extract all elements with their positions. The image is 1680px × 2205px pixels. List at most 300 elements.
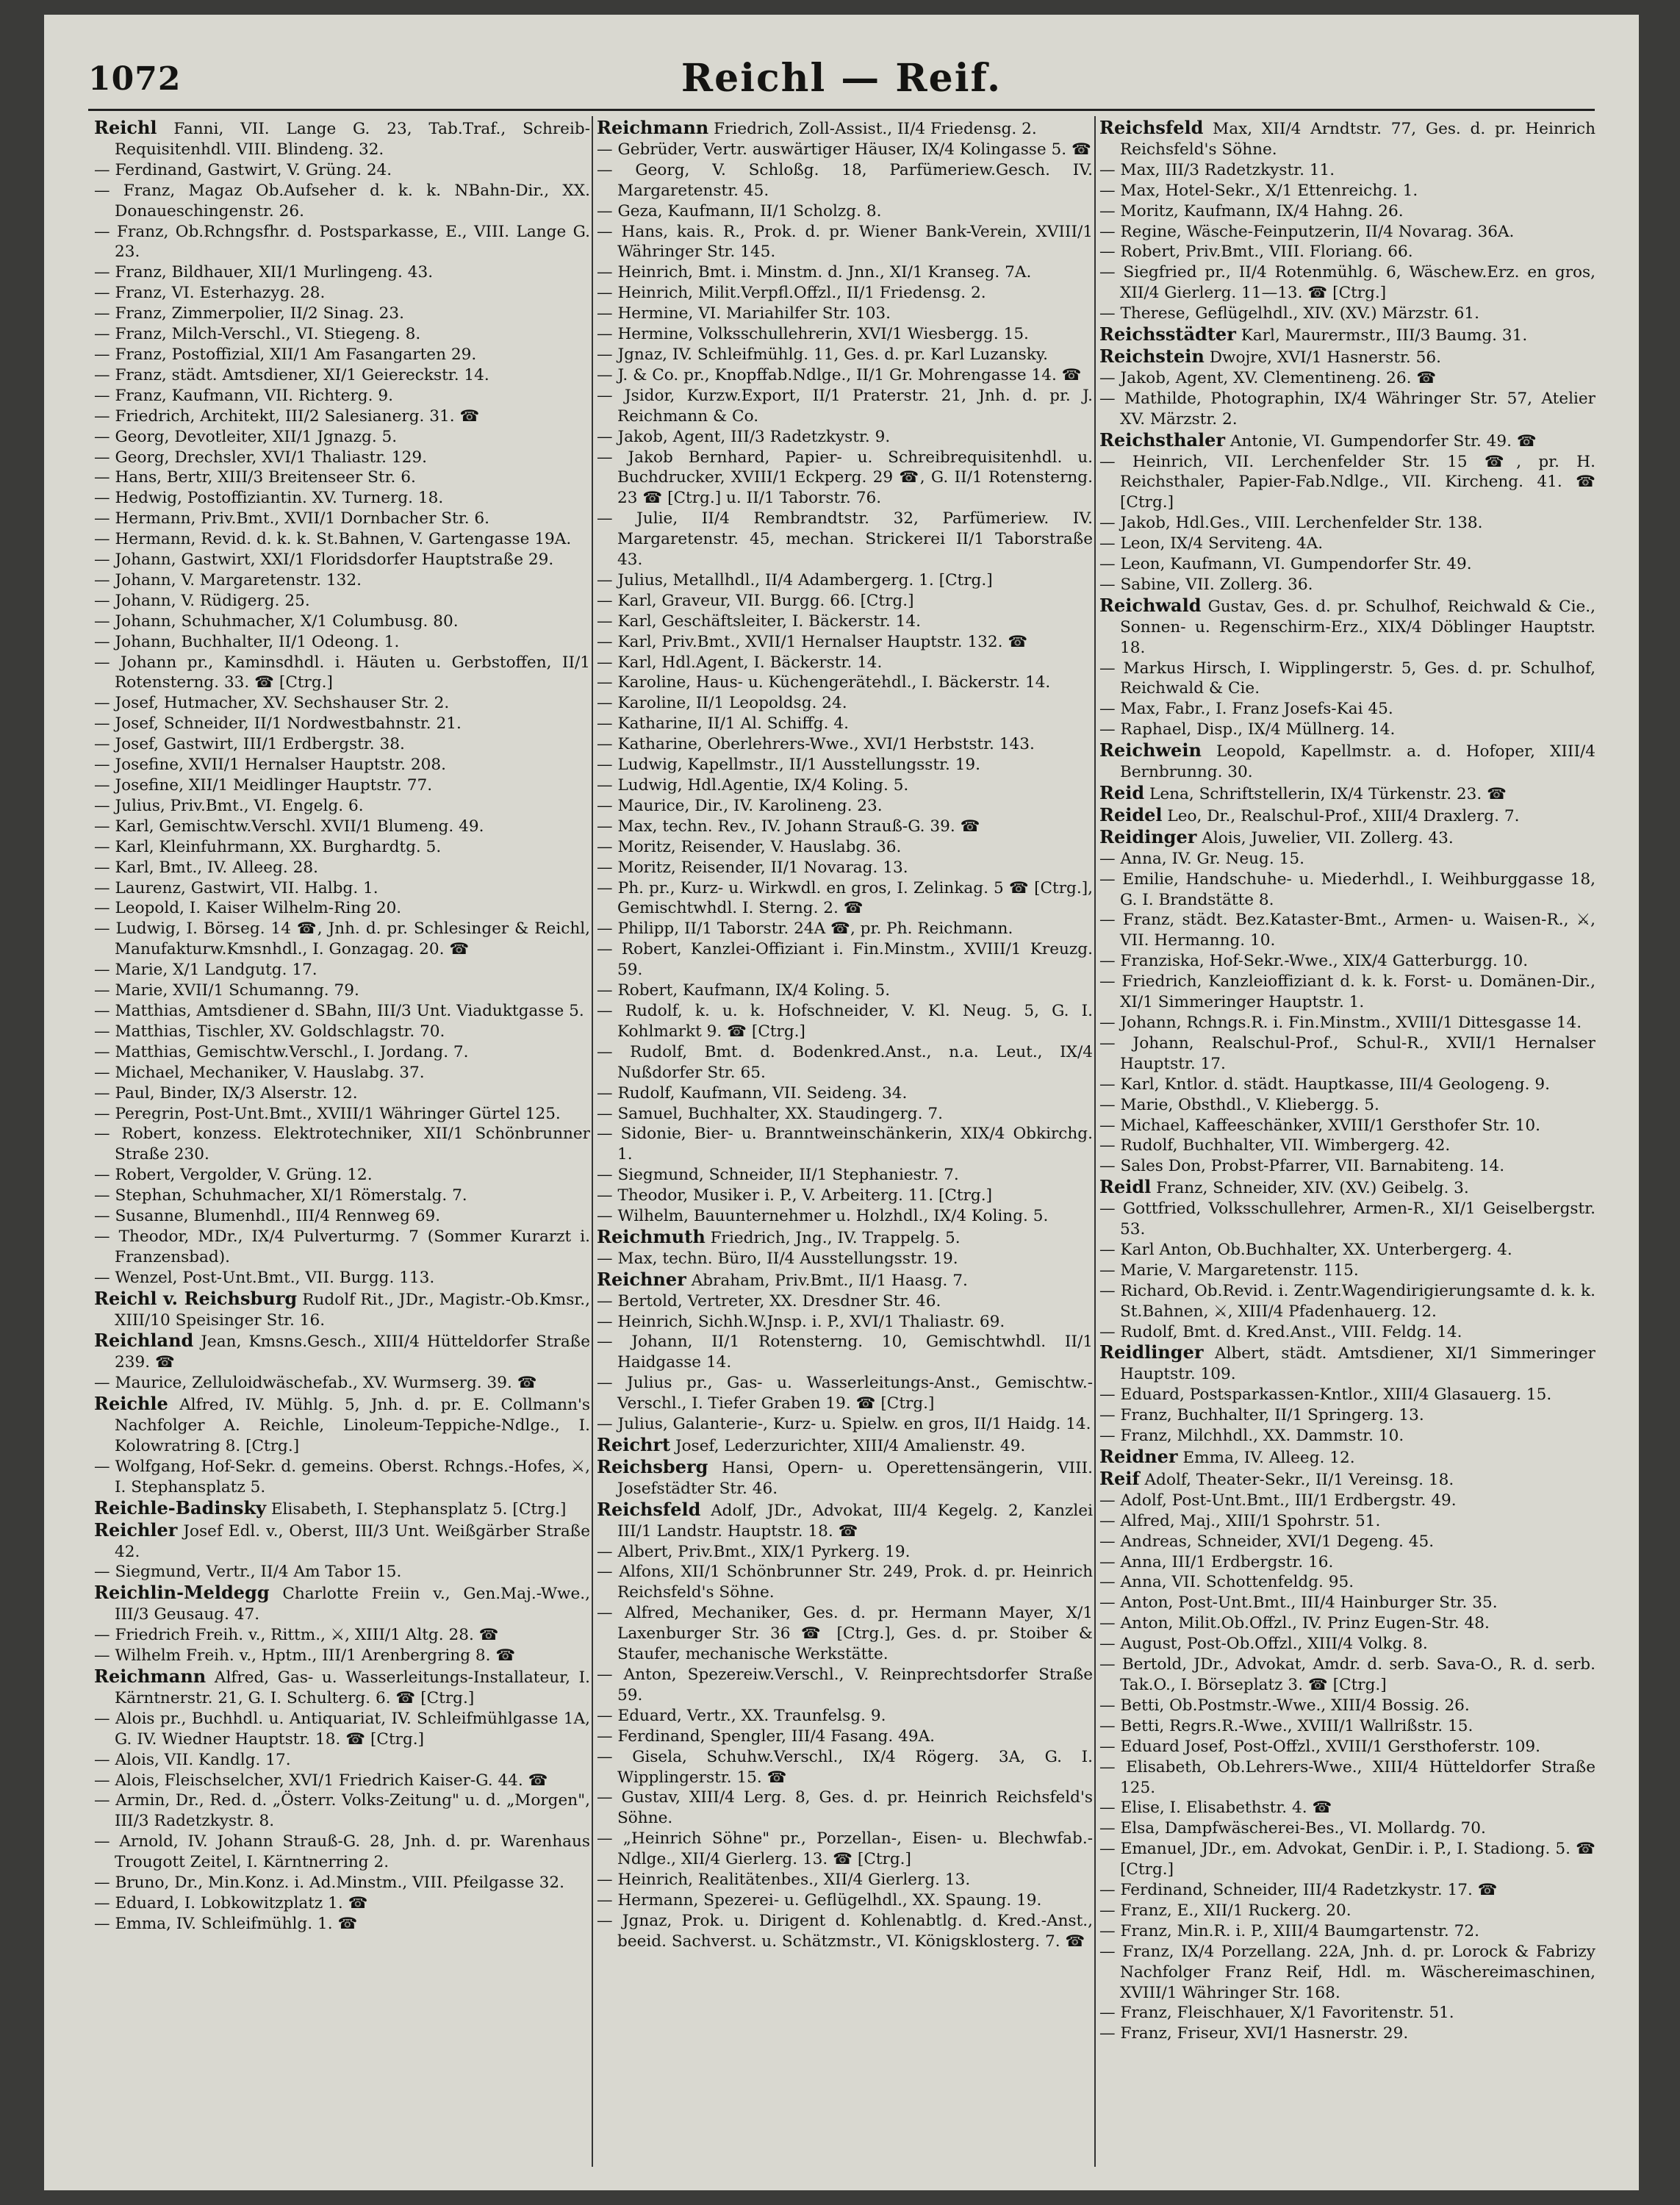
directory-entry bbox=[1099, 1511, 1595, 1532]
column-divider bbox=[1094, 116, 1096, 2167]
directory-entry bbox=[94, 1373, 590, 1394]
entry-text: — Gebrüder, Vertr. auswärtiger Häuser, IX/4 Kolingasse 5. ☎ bbox=[597, 140, 1091, 159]
directory-entry bbox=[94, 304, 590, 324]
directory-entry bbox=[1099, 389, 1595, 430]
entry-text: — Rudolf, k. u. k. Hofschneider, V. Kl. Neug. 5, G. I. Kohlmarkt 9. ☎ [Ctrg.] bbox=[597, 1001, 1093, 1041]
entry-text: — Wilhelm, Bauunternehmer u. Holzhdl., IX/4 Koling. 5. bbox=[597, 1207, 1049, 1226]
directory-entry bbox=[1099, 740, 1595, 783]
directory-entry bbox=[597, 1499, 1093, 1542]
entry-text: — Alois, Fleischselcher, XVI/1 Friedrich Kaiser-G. 44. ☎ bbox=[94, 1771, 548, 1790]
directory-entry bbox=[94, 467, 590, 488]
directory-entry bbox=[94, 283, 590, 304]
entry-text: — Heinrich, Milit.Verpfl.Offzl., II/1 Friedensg. 2. bbox=[597, 284, 986, 303]
entry-text: — Johann, V. Margaretenstr. 132. bbox=[94, 570, 362, 589]
page-number: 1072 bbox=[88, 60, 182, 98]
directory-entry bbox=[597, 980, 1093, 1001]
directory-entry bbox=[94, 1186, 590, 1206]
entry-text: — Josef, Gastwirt, III/1 Erdbergstr. 38. bbox=[94, 735, 405, 754]
directory-entry bbox=[94, 898, 590, 919]
entry-text: — Ludwig, Kapellmstr., II/1 Ausstellungsstr. 19. bbox=[597, 756, 981, 775]
directory-entry bbox=[1099, 181, 1595, 201]
directory-entry bbox=[1099, 1880, 1595, 1901]
entry-text: Leo, Dr., Realschul-Prof., XIII/4 Draxlerg. 7. bbox=[1162, 806, 1520, 825]
directory-entry bbox=[94, 858, 590, 878]
directory-entry bbox=[597, 1291, 1093, 1312]
directory-entry bbox=[1099, 1136, 1595, 1156]
entry-text: — Karl, Hdl.Agent, I. Bäckerstr. 14. bbox=[597, 653, 883, 672]
directory-entry bbox=[597, 632, 1093, 653]
directory-entry bbox=[597, 345, 1093, 365]
entry-text: — Moritz, Reisender, II/1 Novarag. 13. bbox=[597, 858, 908, 877]
directory-entry bbox=[94, 612, 590, 632]
entry-text: — Armin, Dr., Red. d. „Österr. Volks-Zeitung" u. d. „Morgen", III/3 Radetzkystr. 8. bbox=[94, 1791, 590, 1831]
entry-text: — Rudolf, Bmt. d. Kred.Anst., VIII. Feldg. 14. bbox=[1099, 1322, 1462, 1341]
directory-entry bbox=[1099, 659, 1595, 700]
entry-text: — Gustav, XIII/4 Lerg. 8, Ges. d. pr. Heinrich Reichsfeld's Söhne. bbox=[597, 1788, 1093, 1828]
directory-entry bbox=[94, 591, 590, 612]
directory-entry bbox=[1099, 575, 1595, 595]
entry-text: Friedrich, Zoll-Assist., II/4 Friedensg. 2. bbox=[708, 120, 1037, 138]
entry-text: — Theodor, Musiker i. P., V. Arbeiterg. 11. [Ctrg.] bbox=[597, 1186, 993, 1205]
directory-entry bbox=[1099, 1322, 1595, 1343]
entry-text: Fanni, VII. Lange G. 23, Tab.Traf., Schreib-Requisitenhdl. VIII. Blindeng. 32. bbox=[115, 120, 590, 159]
entry-text: — Karl, Gemischtw.Verschl. XVII/1 Blumeng. 49. bbox=[94, 817, 484, 836]
entry-text: — Eduard Josef, Post-Offzl., XVIII/1 Gersthoferstr. 109. bbox=[1099, 1737, 1540, 1756]
directory-entry bbox=[1099, 118, 1595, 160]
entry-text: — Josef, Hutmacher, XV. Sechshauser Str. 2. bbox=[94, 694, 450, 713]
entry-surname: Reidlinger bbox=[1099, 1341, 1204, 1363]
entry-text: — Friedrich, Kanzleioffiziant d. k. k. Forst- u. Domänen-Dir., XI/1 Simmeringer Hauptstr. 1. bbox=[1099, 972, 1595, 1012]
directory-entry bbox=[1099, 2023, 1595, 2044]
entry-text: — Ferdinand, Schneider, III/4 Radetzkystr. 17. ☎ bbox=[1099, 1881, 1498, 1900]
directory-entry bbox=[94, 734, 590, 755]
directory-entry bbox=[597, 201, 1093, 222]
entry-text: — Betti, Regrs.R.-Wwe., XVIII/1 Wallrißstr. 15. bbox=[1099, 1716, 1473, 1735]
entry-surname: Reichle-Badinsky bbox=[94, 1496, 267, 1519]
directory-entry bbox=[94, 1330, 590, 1373]
entry-text: — J. & Co. pr., Knopffab.Ndlge., II/1 Gr. Mohrengasse 14. ☎ bbox=[597, 365, 1082, 384]
entry-text: — Alois, VII. Kandlg. 17. bbox=[94, 1750, 291, 1769]
entry-text: — Matthias, Gemischtw.Verschl., I. Jordang. 7. bbox=[94, 1042, 469, 1061]
directory-entry bbox=[94, 653, 590, 694]
directory-entry bbox=[94, 1165, 590, 1186]
directory-entry bbox=[597, 140, 1093, 160]
entry-text: — Johann pr., Kaminsdhdl. i. Häuten u. Gerbstoffen, II/1 Rotensterng. 33. ☎ [Ctrg.] bbox=[94, 653, 590, 692]
directory-entry bbox=[1099, 1033, 1595, 1075]
entry-surname: Reidl bbox=[1099, 1176, 1152, 1198]
directory-entry bbox=[94, 160, 590, 181]
directory-entry bbox=[597, 118, 1093, 140]
directory-entry bbox=[94, 1562, 590, 1582]
directory-entry bbox=[597, 1603, 1093, 1665]
directory-entry bbox=[1099, 222, 1595, 243]
directory-entry bbox=[597, 1186, 1093, 1206]
entry-text: — Leon, IX/4 Serviteng. 4A. bbox=[1099, 534, 1324, 553]
directory-entry bbox=[1099, 1240, 1595, 1261]
entry-text: — Anton, Post-Unt.Bmt., III/4 Hainburger Str. 35. bbox=[1099, 1593, 1498, 1613]
directory-entry bbox=[1099, 554, 1595, 575]
entry-text: — Bertold, JDr., Advokat, Amdr. d. serb. Sava-O., R. d. serb. Tak.O., I. Börseplatz 3. ☎ [Ctrg.] bbox=[1099, 1655, 1595, 1694]
entry-text: — Theodor, MDr., IX/4 Pulverturmg. 7 (Sommer Kurarzt i. Franzensbad). bbox=[94, 1227, 590, 1266]
directory-entry bbox=[597, 283, 1093, 304]
directory-entry bbox=[94, 1709, 590, 1750]
entry-surname: Reichlin-Meldegg bbox=[94, 1582, 270, 1604]
directory-entry bbox=[94, 817, 590, 837]
directory-entry bbox=[94, 693, 590, 714]
entry-text: — Karl, Priv.Bmt., XVII/1 Hernalser Hauptstr. 132. ☎ bbox=[597, 632, 1028, 651]
entry-text: — Peregrin, Post-Unt.Bmt., XVIII/1 Währinger Gürtel 125. bbox=[94, 1104, 561, 1123]
directory-entry bbox=[94, 1873, 590, 1893]
directory-entry bbox=[1099, 1116, 1595, 1136]
entry-text: Franz, Schneider, XIV. (XV.) Geibelg. 3. bbox=[1151, 1179, 1469, 1198]
entry-text: — Elise, I. Elisabethstr. 4. ☎ bbox=[1099, 1799, 1332, 1818]
entry-text: — Maurice, Dir., IV. Karolineng. 23. bbox=[597, 796, 883, 815]
header-rule bbox=[88, 109, 1595, 111]
entry-text: — Jakob, Agent, XV. Clementineng. 26. ☎ bbox=[1099, 368, 1437, 387]
directory-entry bbox=[94, 1022, 590, 1042]
entry-text: — Franz, Zimmerpolier, II/2 Sinag. 23. bbox=[94, 304, 405, 323]
entry-text: — Eduard, I. Lobkowitzplatz 1. ☎ bbox=[94, 1893, 368, 1912]
entry-text: — Sales Don, Probst-Pfarrer, VII. Barnabiteng. 14. bbox=[1099, 1157, 1505, 1176]
entry-text: — Anton, Spezereiw.Verschl., V. Reinprechtsdorfer Straße 59. bbox=[597, 1665, 1093, 1704]
directory-entry bbox=[1099, 324, 1595, 346]
directory-entry bbox=[597, 1269, 1093, 1291]
directory-entry bbox=[597, 1911, 1093, 1952]
entry-text: — Karoline, Haus- u. Küchengerätehdl., I. Bäckerstr. 14. bbox=[597, 673, 1051, 692]
entry-text: — Hans, Bertr, XIII/3 Breitenseer Str. 6. bbox=[94, 468, 416, 487]
directory-entry bbox=[1099, 1552, 1595, 1573]
directory-entry bbox=[94, 1104, 590, 1125]
entry-text: — Bertold, Vertreter, XX. Dresdner Str. 46. bbox=[597, 1291, 941, 1311]
entry-text: — Max, techn. Rev., IV. Johann Strauß-G. 39. ☎ bbox=[597, 817, 980, 836]
directory-entry bbox=[597, 858, 1093, 878]
entry-text: — Franz, Friseur, XVI/1 Hasnerstr. 29. bbox=[1099, 2024, 1409, 2043]
directory-entry bbox=[597, 1870, 1093, 1890]
directory-entry bbox=[94, 755, 590, 775]
directory-entry bbox=[597, 1665, 1093, 1706]
entry-text: Friedrich, Jng., IV. Trappelg. 5. bbox=[705, 1228, 961, 1247]
entry-text: — Robert, konzess. Elektrotechniker, XII/1 Schönbrunner Straße 230. bbox=[94, 1125, 590, 1164]
directory-entry bbox=[1099, 1342, 1595, 1385]
column-divider bbox=[592, 116, 593, 2167]
directory-entry bbox=[1099, 1593, 1595, 1613]
entry-text: — Max, Fabr., I. Franz Josefs-Kai 45. bbox=[1099, 700, 1393, 719]
entry-text: — „Heinrich Söhne" pr., Porzellan-, Eisen- u. Blechwfab.-Ndlge., XII/4 Gierlerg. 13. ☎ [Ctrg.] bbox=[597, 1829, 1093, 1869]
directory-entry bbox=[597, 837, 1093, 858]
entry-text: — Susanne, Blumenhdl., III/4 Rennweg 69. bbox=[94, 1207, 441, 1226]
entry-text: — Ludwig, I. Börseg. 14 ☎, Jnh. d. pr. Schlesinger & Reichl, Manufakturw.Kmsnhdl., I. Gonzagag. 20. ☎ bbox=[94, 919, 590, 959]
entry-text: — Leon, Kaufmann, VI. Gumpendorfer Str. 49. bbox=[1099, 555, 1472, 574]
directory-entry bbox=[597, 612, 1093, 632]
directory-entry bbox=[597, 796, 1093, 817]
entry-text: — Marie, Obsthdl., V. Kliebergg. 5. bbox=[1099, 1095, 1379, 1114]
directory-entry bbox=[1099, 1156, 1595, 1177]
directory-entry bbox=[1099, 1716, 1595, 1737]
entry-surname: Reichler bbox=[94, 1519, 178, 1541]
entry-text: — Georg, Drechsler, XVI/1 Thaliastr. 129. bbox=[94, 448, 427, 467]
entry-surname: Reichmuth bbox=[597, 1225, 706, 1247]
entry-text: — Paul, Binder, IX/3 Alserstr. 12. bbox=[94, 1083, 358, 1102]
entry-surname: Reidner bbox=[1099, 1446, 1178, 1467]
entry-text: — Ph. pr., Kurz- u. Wirkwdl. en gros, I. Zelinkag. 5 ☎ [Ctrg.], Gemischtwhdl. I. Sterng. 2. ☎ bbox=[597, 878, 1093, 918]
entry-text: Charlotte Freiin v., Gen.Maj.-Wwe., III/3 Geusaug. 47. bbox=[115, 1585, 590, 1624]
entry-text: — Hermann, Revid. d. k. k. St.Bahnen, V. Gartengasse 19A. bbox=[94, 530, 572, 549]
entry-text: — Matthias, Amtsdiener d. SBahn, III/3 Unt. Viaduktgasse 5. bbox=[94, 1001, 584, 1020]
directory-entry bbox=[1099, 1921, 1595, 1942]
entry-text: — Johann, V. Rüdigerg. 25. bbox=[94, 591, 310, 610]
directory-column-2 bbox=[597, 118, 1093, 2161]
entry-text: — Hermine, Volksschullehrerin, XVI/1 Wiesbergg. 15. bbox=[597, 325, 1029, 344]
entry-text: — Max, Hotel-Sekr., X/1 Ettenreichg. 1. bbox=[1099, 181, 1418, 200]
directory-entry bbox=[1099, 160, 1595, 181]
directory-entry bbox=[94, 1582, 590, 1625]
entry-text: — Karl, Geschäftsleiter, I. Bäckerstr. 14. bbox=[597, 612, 921, 631]
directory-entry bbox=[94, 345, 590, 365]
directory-entry bbox=[94, 488, 590, 509]
entry-surname: Reichle bbox=[94, 1393, 168, 1415]
directory-entry bbox=[597, 304, 1093, 324]
directory-entry bbox=[597, 1312, 1093, 1333]
directory-entry bbox=[94, 1790, 590, 1832]
entry-text: Adolf, JDr., Advokat, III/4 Kegelg. 2, Kanzlei III/1 Landstr. Hauptstr. 18. ☎ bbox=[617, 1501, 1093, 1541]
directory-entry bbox=[1099, 430, 1595, 452]
directory-entry bbox=[1099, 1737, 1595, 1757]
directory-entry bbox=[94, 324, 590, 345]
entry-text: — Marie, V. Margaretenstr. 115. bbox=[1099, 1261, 1359, 1280]
entry-text: — Emanuel, JDr., em. Advokat, GenDir. i. P., I. Stadiong. 5. ☎ [Ctrg.] bbox=[1099, 1840, 1595, 1879]
directory-entry bbox=[597, 673, 1093, 693]
entry-text: — Albert, Priv.Bmt., XIX/1 Pyrkerg. 19. bbox=[597, 1542, 911, 1561]
entry-text: — Hans, kais. R., Prok. d. pr. Wiener Bank-Verein, XVIII/1 Währinger Str. 145. bbox=[597, 222, 1093, 262]
directory-entry bbox=[597, 509, 1093, 570]
directory-entry bbox=[1099, 1901, 1595, 1921]
entry-text: — Jakob, Hdl.Ges., VIII. Lerchenfelder Str. 138. bbox=[1099, 514, 1483, 533]
directory-entry bbox=[597, 1124, 1093, 1165]
directory-entry bbox=[1099, 827, 1595, 849]
entry-text: Elisabeth, I. Stephansplatz 5. [Ctrg.] bbox=[266, 1499, 567, 1519]
entry-text: — Karl Anton, Ob.Buchhalter, XX. Unterbergerg. 4. bbox=[1099, 1240, 1512, 1259]
directory-entry bbox=[1099, 1798, 1595, 1818]
entry-text: — Josef, Schneider, II/1 Nordwestbahnstr. 21. bbox=[94, 714, 462, 734]
entry-text: — Anna, III/1 Erdbergstr. 16. bbox=[1099, 1552, 1334, 1571]
entry-text: Josef Edl. v., Oberst, III/3 Unt. Weißgärber Straße 42. bbox=[115, 1521, 590, 1561]
entry-text: — Robert, Vergolder, V. Grüng. 12. bbox=[94, 1166, 373, 1185]
directory-entry bbox=[94, 1063, 590, 1083]
entry-surname: Reichsberg bbox=[597, 1455, 708, 1477]
directory-entry bbox=[1099, 1942, 1595, 2004]
entry-surname: Reif bbox=[1099, 1467, 1140, 1489]
entry-text: — Julius, Metallhdl., II/4 Adambergerg. 1. [Ctrg.] bbox=[597, 570, 993, 589]
entry-text: Adolf, Theater-Sekr., II/1 Vereinsg. 18. bbox=[1139, 1470, 1454, 1489]
entry-surname: Reichstein bbox=[1099, 345, 1205, 367]
entry-text: — Wenzel, Post-Unt.Bmt., VII. Burgg. 113. bbox=[94, 1268, 435, 1287]
entry-text: — Laurenz, Gastwirt, VII. Halbg. 1. bbox=[94, 878, 378, 897]
entry-text: — Gisela, Schuhw.Verschl., IX/4 Rögerg. 3A, G. I. Wipplingerstr. 15. ☎ bbox=[597, 1747, 1093, 1787]
directory-entry bbox=[1099, 1177, 1595, 1199]
directory-entry bbox=[597, 939, 1093, 980]
directory-entry bbox=[94, 796, 590, 817]
entry-text: — Friedrich, Architekt, III/2 Salesianerg. 31. ☎ bbox=[94, 406, 480, 426]
directory-entry bbox=[597, 1706, 1093, 1727]
directory-entry bbox=[94, 529, 590, 550]
directory-entry bbox=[597, 1414, 1093, 1435]
entry-text: — Franz, Fleischhauer, X/1 Favoritenstr. 51. bbox=[1099, 2004, 1454, 2023]
entry-surname: Reichsfeld bbox=[597, 1498, 701, 1520]
entry-text: — Heinrich, VII. Lerchenfelder Str. 15 ☎, pr. H. Reichsthaler, Papier-Fab.Ndlge., VII. Kircheng. 41. ☎ [Ctrg.] bbox=[1099, 452, 1595, 512]
entry-surname: Reichmann bbox=[94, 1665, 207, 1687]
directory-entry bbox=[597, 653, 1093, 673]
directory-entry bbox=[1099, 1696, 1595, 1716]
entry-text: — Samuel, Buchhalter, XX. Staudingerg. 7. bbox=[597, 1104, 943, 1123]
directory-entry bbox=[1099, 262, 1595, 304]
entry-text: — Johann, Rchngs.R. i. Fin.Minstm., XVIII/1 Dittesgasse 14. bbox=[1099, 1013, 1582, 1032]
entry-text: — Anna, VII. Schottenfeldg. 95. bbox=[1099, 1573, 1354, 1592]
directory-entry bbox=[597, 262, 1093, 283]
directory-entry bbox=[597, 1249, 1093, 1269]
entry-text: — Maurice, Zelluloidwäschefab., XV. Wurmserg. 39. ☎ bbox=[94, 1374, 537, 1393]
entry-text: Josef, Lederzurichter, XIII/4 Amalienstr. 49. bbox=[670, 1437, 1026, 1455]
entry-text: — Bruno, Dr., Min.Konz. i. Ad.Minstm., VIII. Pfeilgasse 32. bbox=[94, 1874, 564, 1893]
directory-entry bbox=[1099, 1654, 1595, 1696]
directory-page bbox=[44, 15, 1639, 2190]
entry-text: — Elsa, Dampfwäscherei-Bes., VI. Mollardg. 70. bbox=[1099, 1819, 1486, 1838]
directory-entry bbox=[94, 1771, 590, 1791]
entry-text: — Gottfried, Volksschullehrer, Armen-R., XI/1 Geiselbergstr. 53. bbox=[1099, 1200, 1595, 1239]
entry-surname: Reichsstädter bbox=[1099, 323, 1236, 345]
entry-text: Emma, IV. Alleeg. 12. bbox=[1177, 1449, 1355, 1467]
entry-text: — Moritz, Kaufmann, IX/4 Hahng. 26. bbox=[1099, 201, 1404, 220]
entry-text: — Jsidor, Kurzw.Export, II/1 Praterstr. 21, Jnh. d. pr. J. Reichmann & Co. bbox=[597, 386, 1093, 426]
directory-entry bbox=[1099, 870, 1595, 911]
entry-text: — Emilie, Handschuhe- u. Miederhdl., I. Weihburggasse 18, G. I. Brandstätte 8. bbox=[1099, 870, 1595, 909]
entry-text: — Eduard, Vertr., XX. Traunfelsg. 9. bbox=[597, 1706, 886, 1725]
entry-text: — Hermine, VI. Mariahilfer Str. 103. bbox=[597, 304, 891, 323]
entry-text: — Franz, Milch-Verschl., VI. Stiegeng. 8. bbox=[94, 325, 421, 344]
entry-text: Rudolf Rit., JDr., Magistr.-Ob.Kmsr., XIII/10 Speisinger Str. 16. bbox=[115, 1290, 590, 1330]
directory-entry bbox=[1099, 201, 1595, 222]
entry-text: — Michael, Kaffeeschänker, XVIII/1 Gersthofer Str. 10. bbox=[1099, 1116, 1540, 1135]
entry-text: — Arnold, IV. Johann Strauß-G. 28, Jnh. d. pr. Warenhaus Trougott Zeitel, I. Kärntnerring 2. bbox=[94, 1832, 590, 1872]
directory-entry bbox=[1099, 513, 1595, 534]
directory-entry bbox=[1099, 304, 1595, 324]
directory-entry bbox=[94, 1625, 590, 1646]
page-title: Reichl — Reif. bbox=[681, 56, 1002, 101]
entry-text: — Rudolf, Buchhalter, VII. Wimbergerg. 42. bbox=[1099, 1136, 1451, 1155]
directory-entry bbox=[94, 1914, 590, 1935]
entry-surname: Reichsthaler bbox=[1099, 429, 1226, 451]
entry-text: Alois, Juwelier, VII. Zollerg. 43. bbox=[1196, 828, 1454, 847]
entry-text: — Karoline, II/1 Leopoldsg. 24. bbox=[597, 694, 847, 713]
directory-entry bbox=[94, 448, 590, 468]
entry-text: — Siegmund, Schneider, II/1 Stephaniestr. 7. bbox=[597, 1166, 959, 1185]
directory-entry bbox=[1099, 1199, 1595, 1240]
entry-text: Abraham, Priv.Bmt., II/1 Haasg. 7. bbox=[686, 1271, 968, 1290]
directory-entry bbox=[94, 1268, 590, 1288]
directory-entry bbox=[1099, 1405, 1595, 1426]
directory-entry bbox=[1099, 805, 1595, 827]
entry-text: — Marie, XVII/1 Schumanng. 79. bbox=[94, 981, 359, 1000]
entry-text: — Siegmund, Vertr., II/4 Am Tabor 15. bbox=[94, 1563, 402, 1582]
directory-entry bbox=[94, 714, 590, 734]
entry-text: — Heinrich, Realitätenbes., XII/4 Gierlerg. 13. bbox=[597, 1871, 971, 1890]
directory-entry bbox=[1099, 1613, 1595, 1634]
entry-text: — Franz, Bildhauer, XII/1 Murlingeng. 43. bbox=[94, 263, 434, 282]
entry-text: — Johann, Gastwirt, XXI/1 Floridsdorfer Hauptstraße 29. bbox=[94, 551, 554, 570]
directory-entry bbox=[94, 118, 590, 160]
entry-text: — Franz, Kaufmann, VII. Richterg. 9. bbox=[94, 386, 393, 405]
directory-entry bbox=[1099, 1261, 1595, 1281]
directory-entry bbox=[94, 222, 590, 263]
entry-text: — Hermann, Priv.Bmt., XVII/1 Dornbacher Str. 6. bbox=[94, 509, 490, 528]
entry-text: — Alfred, Maj., XIII/1 Spohrstr. 51. bbox=[1099, 1511, 1381, 1530]
directory-entry bbox=[94, 1042, 590, 1063]
directory-entry bbox=[94, 1394, 590, 1457]
entry-text: — Robert, Kaufmann, IX/4 Koling. 5. bbox=[597, 981, 891, 1000]
directory-entry bbox=[1099, 1491, 1595, 1511]
directory-entry bbox=[597, 324, 1093, 345]
entry-text: — Leopold, I. Kaiser Wilhelm-Ring 20. bbox=[94, 899, 402, 918]
directory-entry bbox=[1099, 1469, 1595, 1491]
entry-text: — Franz, Buchhalter, II/1 Springerg. 13. bbox=[1099, 1406, 1424, 1425]
entry-text: — Anton, Milit.Ob.Offzl., IV. Prinz Eugen-Str. 48. bbox=[1099, 1614, 1490, 1633]
entry-text: — Franz, IX/4 Porzellang. 22A, Jnh. d. pr. Lorock & Fabrizy Nachfolger Franz Reif, Hdl. m. Wäschereimaschinen, XVIII/1 Währinger Str. 168. bbox=[1099, 1942, 1595, 2002]
entry-text: — Rudolf, Kaufmann, VII. Seideng. 34. bbox=[597, 1083, 908, 1102]
entry-text: — Moritz, Reisender, V. Hauslabg. 36. bbox=[597, 837, 902, 856]
directory-entry bbox=[94, 878, 590, 899]
entry-text: — Ludwig, Hdl.Agentie, IX/4 Koling. 5. bbox=[597, 776, 909, 795]
directory-entry bbox=[94, 919, 590, 960]
directory-entry bbox=[1099, 951, 1595, 972]
directory-entry bbox=[597, 734, 1093, 755]
entry-surname: Reichland bbox=[94, 1330, 194, 1352]
entry-text: — Geza, Kaufmann, II/1 Scholzg. 8. bbox=[597, 201, 882, 220]
entry-text: — Wilhelm Freih. v., Hptm., III/1 Arenbergring 8. ☎ bbox=[94, 1646, 516, 1666]
directory-entry bbox=[597, 1001, 1093, 1042]
entry-text: — Heinrich, Sichh.W.Jnsp. i. P., XVI/1 Thaliastr. 69. bbox=[597, 1312, 1005, 1331]
entry-text: — Franz, E., XII/1 Ruckerg. 20. bbox=[1099, 1901, 1351, 1920]
entry-text: — Johann, II/1 Rotensterng. 10, Gemischtwhdl. II/1 Haidgasse 14. bbox=[597, 1333, 1093, 1372]
entry-text: — Katharine, II/1 Al. Schiffg. 4. bbox=[597, 714, 849, 734]
directory-entry bbox=[1099, 972, 1595, 1013]
directory-entry bbox=[94, 1124, 590, 1165]
entry-text: — Franz, Postoffizial, XII/1 Am Fasangarten 29. bbox=[94, 345, 477, 364]
directory-entry bbox=[94, 1498, 590, 1520]
directory-entry bbox=[597, 1542, 1093, 1563]
directory-entry bbox=[597, 222, 1093, 263]
directory-entry bbox=[597, 591, 1093, 612]
directory-entry bbox=[597, 755, 1093, 775]
entry-text: — Johann, Schuhmacher, X/1 Columbusg. 80. bbox=[94, 612, 459, 631]
entry-text: — Robert, Priv.Bmt., VIII. Floriang. 66. bbox=[1099, 243, 1413, 262]
directory-entry bbox=[1099, 1757, 1595, 1799]
directory-entry bbox=[1099, 1532, 1595, 1552]
directory-entry bbox=[94, 509, 590, 529]
directory-entry bbox=[1099, 346, 1595, 368]
entry-surname: Reichwald bbox=[1099, 594, 1202, 616]
entry-text: — Wolfgang, Hof-Sekr. d. gemeins. Oberst. Rchngs.-Hofes, ⚔, I. Stephansplatz 5. bbox=[94, 1457, 590, 1496]
entry-text: — Anna, IV. Gr. Neug. 15. bbox=[1099, 849, 1304, 868]
entry-text: — Hermann, Spezerei- u. Geflügelhdl., XX. Spaung. 19. bbox=[597, 1890, 1042, 1910]
entry-text: Dwojre, XVI/1 Hasnerstr. 56. bbox=[1204, 348, 1441, 367]
entry-text: — Julie, II/4 Rembrandtstr. 32, Parfümeriew. IV. Margaretenstr. 45, mechan. Strickerei II/1 Taborstraße 43. bbox=[597, 509, 1093, 570]
entry-text: — Alois pr., Buchhdl. u. Antiquariat, IV. Schleifmühlgasse 1A, G. IV. Wiedner Hauptstr. 18. ☎ [Ctrg.] bbox=[94, 1709, 590, 1749]
entry-text: — Franziska, Hof-Sekr.-Wwe., XIX/4 Gatterburgg. 10. bbox=[1099, 952, 1529, 971]
entry-text: Leopold, Kapellmstr. a. d. Hofoper, XIII/4 Bernbrunng. 30. bbox=[1120, 742, 1595, 782]
entry-text: — Therese, Geflügelhdl., XIV. (XV.) Märzstr. 61. bbox=[1099, 304, 1479, 323]
entry-text: Gustav, Ges. d. pr. Schulhof, Reichwald & Cie., Sonnen- u. Regenschirm-Erz., XIX/4 Döblinger Hauptstr. 18. bbox=[1120, 597, 1595, 657]
directory-entry bbox=[1099, 1013, 1595, 1033]
entry-text: Albert, städt. Amtsdiener, XI/1 Simmeringer Hauptstr. 109. bbox=[1120, 1344, 1595, 1384]
